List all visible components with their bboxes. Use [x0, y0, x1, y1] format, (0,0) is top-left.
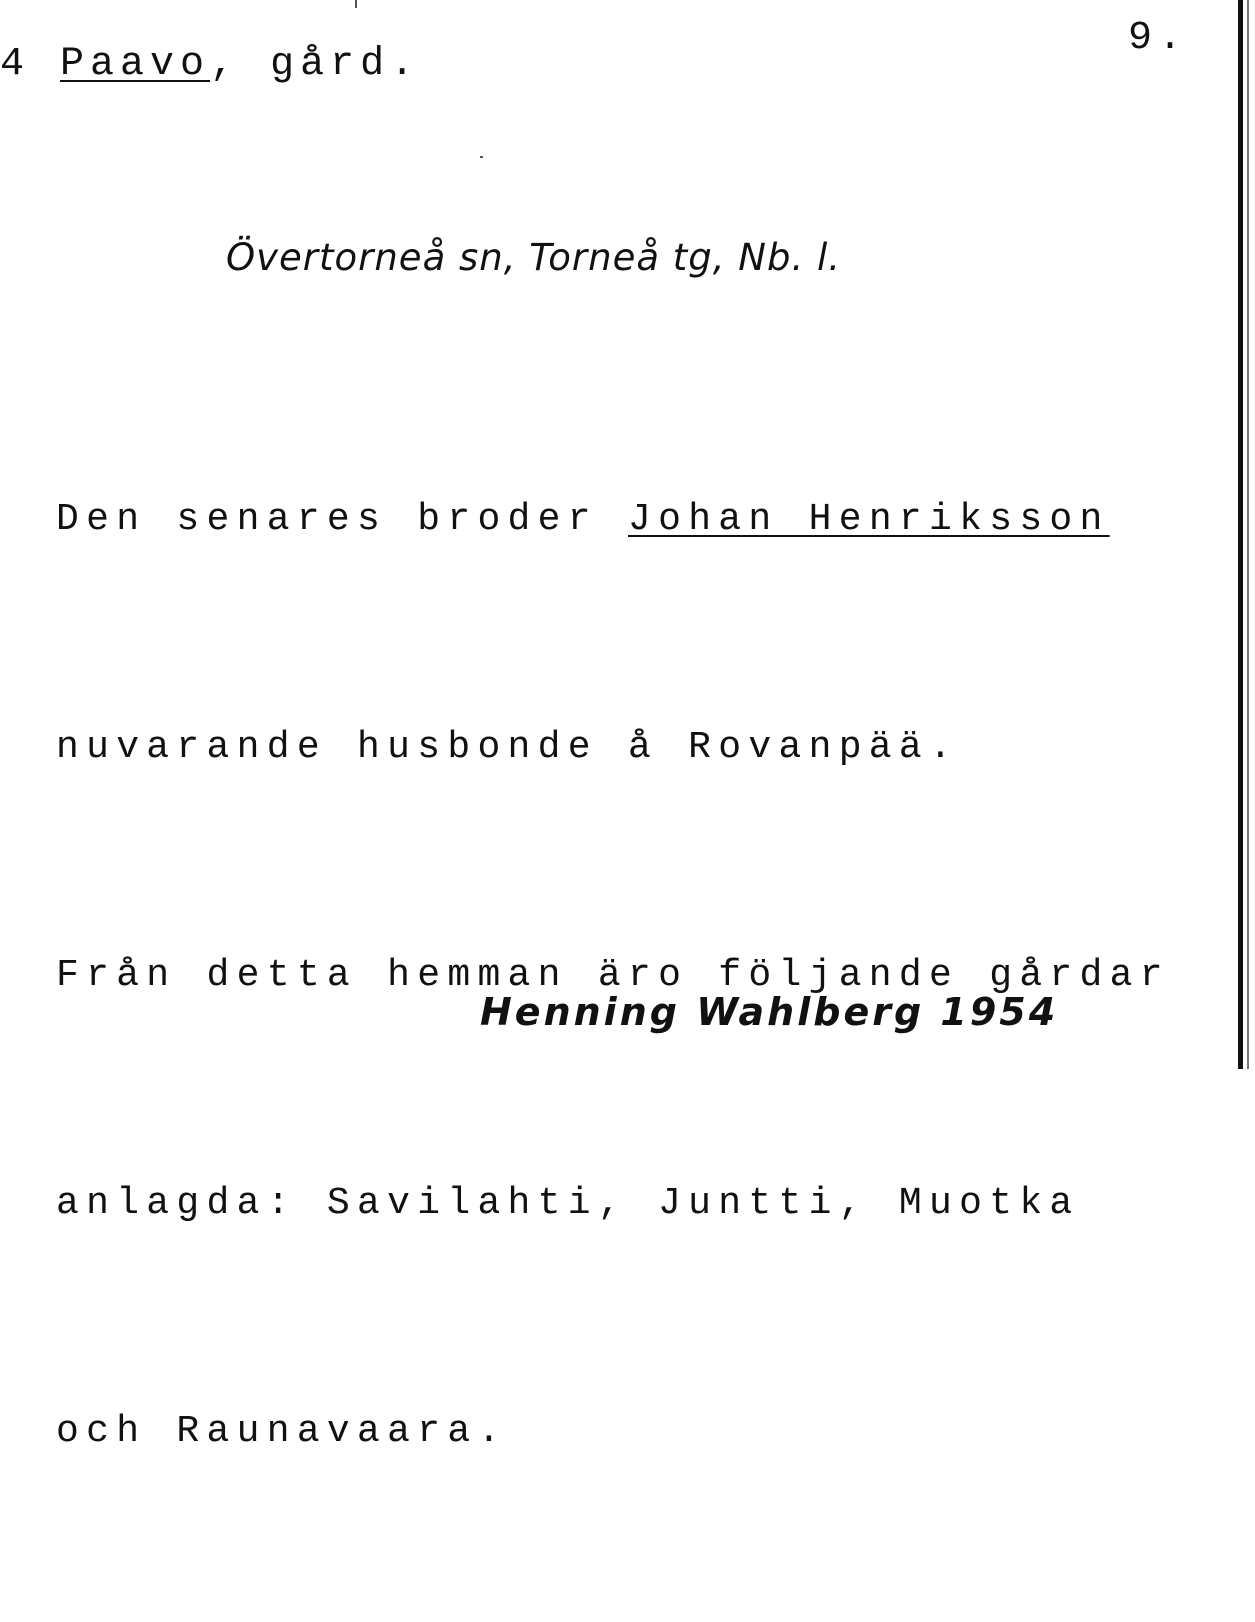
farm-suffix: , gård.: [210, 42, 421, 87]
body-line-4: anlagda: Savilahti, Juntti, Muotka: [56, 1182, 1080, 1225]
author-signature: Henning Wahlberg 1954: [480, 990, 1059, 1034]
body-line-5: och Raunavaara.: [56, 1410, 508, 1453]
person-name: Johan Henriksson: [627, 498, 1110, 541]
page-number: 9.: [1128, 16, 1189, 61]
body-line-2: nuvarande husbonde å Rovanpää.: [56, 726, 960, 769]
body-line-1-prefix: Den senares broder: [56, 498, 628, 541]
scan-speck: [480, 156, 483, 158]
scan-speck: [355, 0, 357, 8]
farm-name: Paavo: [60, 42, 211, 87]
location-stamp: Övertorneå sn, Torneå tg, Nb. l.: [226, 236, 842, 279]
entry-number: 4: [0, 42, 31, 87]
card-header: [0, 42, 420, 87]
card-body: [56, 330, 1170, 1622]
card-edge-shadow: [1247, 0, 1249, 1069]
body-line: [56, 482, 1170, 558]
card-edge-border: [1238, 0, 1243, 1069]
body-line-3: Från detta hemman äro följande gårdar: [56, 954, 1170, 997]
